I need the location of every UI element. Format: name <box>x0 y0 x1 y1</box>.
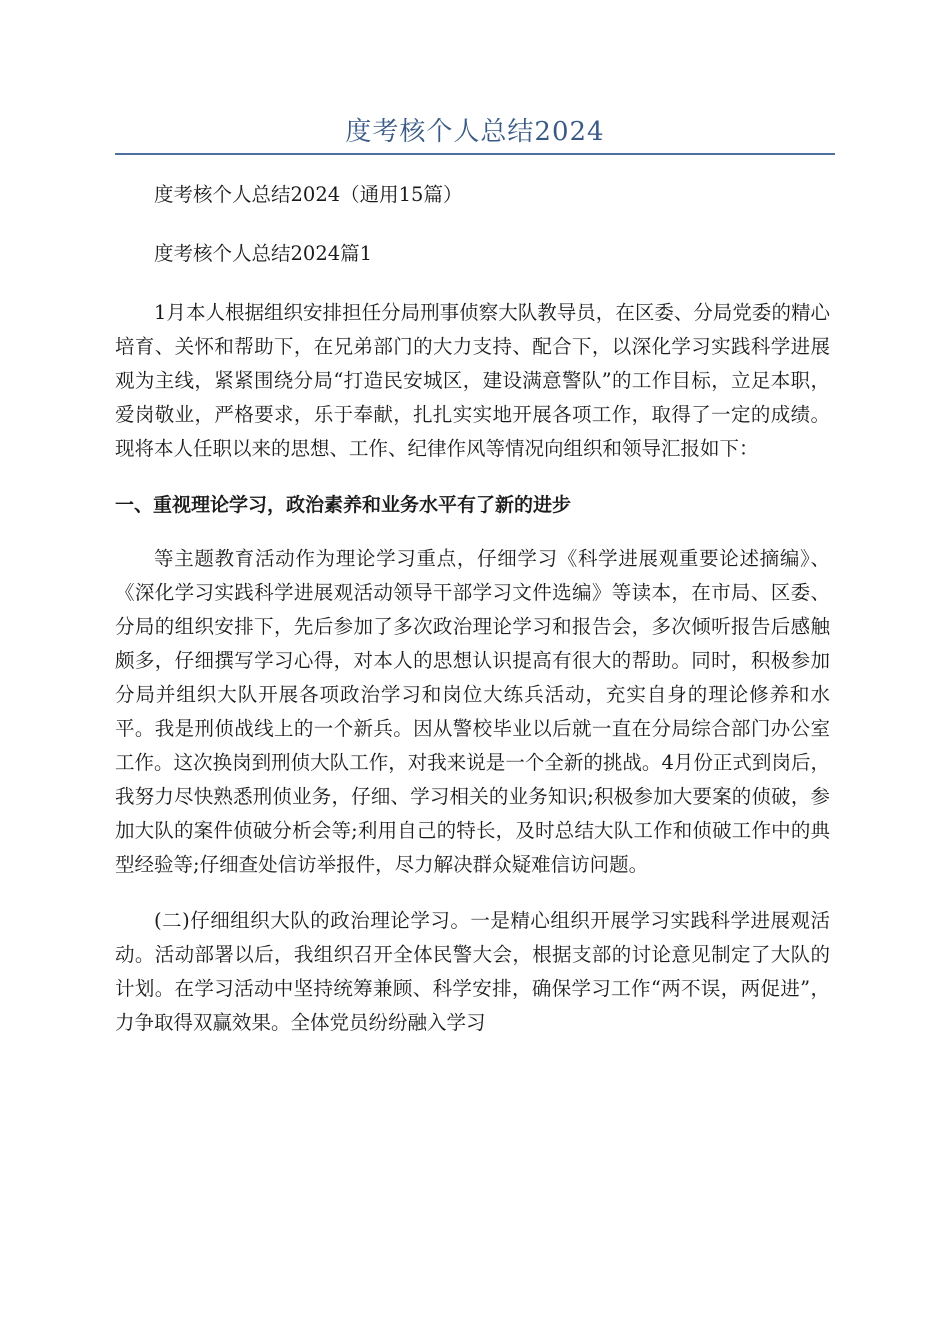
title-underline <box>115 153 835 155</box>
intro-paragraph: 1月本人根据组织安排担任分局刑事侦察大队教导员，在区委、分局党委的精心培育、关怀和帮助下，在兄弟部门的大力支持、配合下，以深化学习实践科学进展观为主线，紧紧围绕分局“打造民安城区，建设满意警队”的工作目标，立足本职，爱岗敬业，严格要求，乐于奉献，扎扎实实地开展各项工作，取得了一定的成绩。现将本人任职以来的思想、工作、纪律作风等情况向组织和领导汇报如下： <box>115 301 830 460</box>
document-body <box>115 178 830 1062</box>
document-title: 度考核个人总结2024 <box>345 117 605 147</box>
section-heading: 一、重视理论学习，政治素养和业务水平有了新的进步 <box>115 494 572 516</box>
body-paragraph: (二)仔细组织大队的政治理论学习。一是精心组织开展学习实践科学进展观活动。活动部署以后，我组织召开全体民警大会，根据支部的讨论意见制定了大队的计划。在学习活动中坚持统筹兼顾、科学安排，确保学习工作“两不误，两促进”，力争取得双赢效果。全体党员纷纷融入学习 <box>115 909 830 1034</box>
document-subtitle: 度考核个人总结2024（通用15篇） <box>154 183 463 206</box>
section-title: 度考核个人总结2024篇1 <box>154 242 373 265</box>
body-paragraph: 等主题教育活动作为理论学习重点，仔细学习《科学进展观重要论述摘编》、《深化学习实践科学进展观活动领导干部学习文件选编》等读本，在市局、区委、分局的组织安排下，先后参加了多次政治理论学习和报告会，多次倾听报告后感触颇多，仔细撰写学习心得，对本人的思想认识提高有很大的帮助。同时，积极参加分局并组织大队开展各项政治学习和岗位大练兵活动，充实自身的理论修养和水平。我是刑侦战线上的一个新兵。因从警校毕业以后就一直在分局综合部门办公室工作。这次换岗到刑侦大队工作，对我来说是一个全新的挑战。4月份正式到岗后，我努力尽快熟悉刑侦业务，仔细、学习相关的业务知识;积极参加大要案的侦破，参加大队的案件侦破分析会等;利用自己的特长，及时总结大队工作和侦破工作中的典型经验等;仔细查处信访举报件，尽力解决群众疑难信访问题。 <box>115 547 830 876</box>
